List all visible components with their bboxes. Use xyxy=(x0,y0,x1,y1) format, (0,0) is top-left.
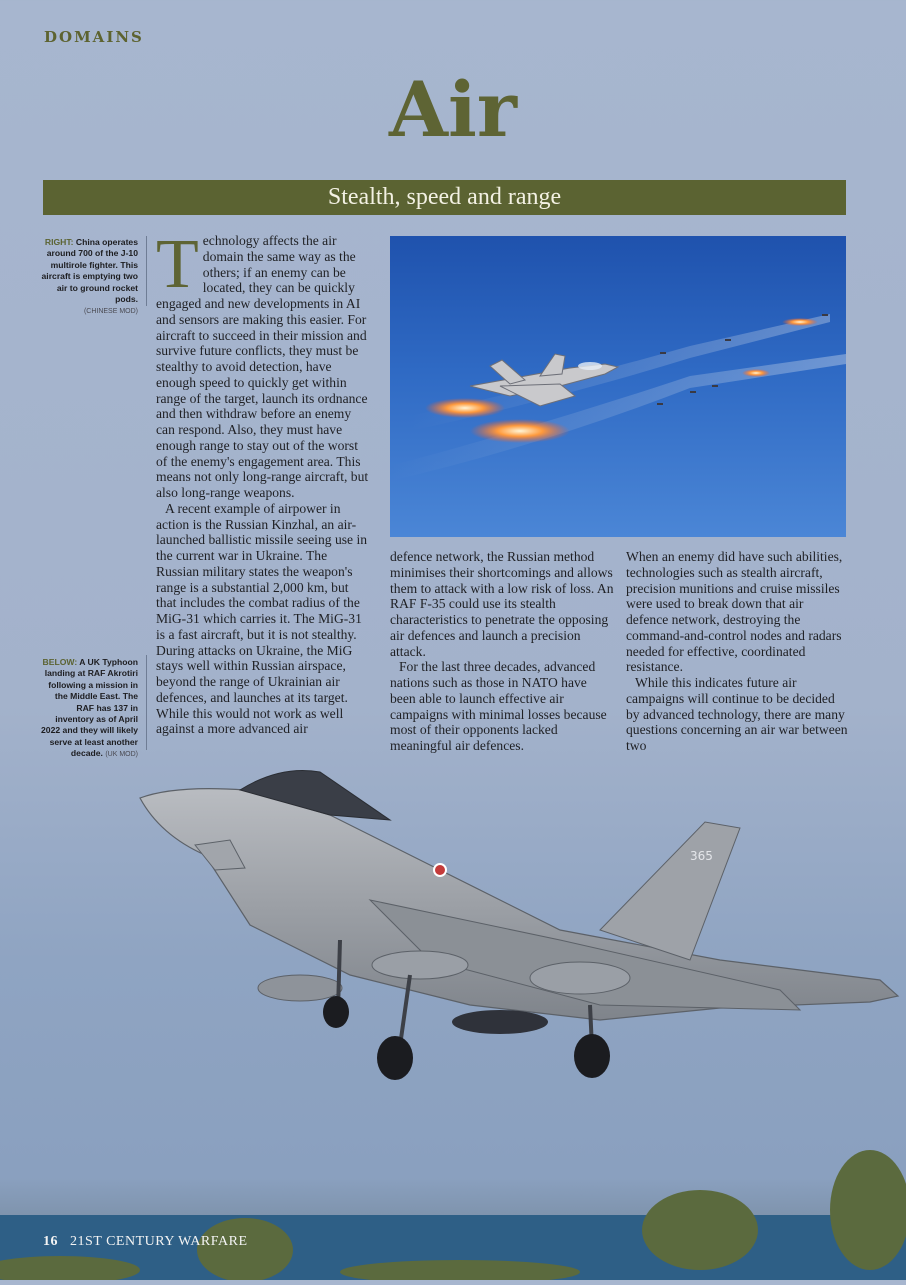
j10-fighter-photo xyxy=(390,236,846,537)
caption-below-rule xyxy=(146,655,147,750)
caption-right-lead: RIGHT: xyxy=(44,237,74,247)
caption-below-credit: (UK MOD) xyxy=(105,751,138,759)
caption-below xyxy=(40,657,138,761)
caption-right xyxy=(40,237,138,318)
caption-below-text: A UK Typhoon landing at RAF Akrotiri following a mission in the Middle East. The RAF has 137 in inventory as of April 2022 and they will likely serve at least another decade. xyxy=(41,657,138,759)
article-paragraph: While this indicates future air campaigns will continue to be decided by advanced technology, there are many questions concerning an air war between two xyxy=(626,675,848,753)
article-paragraph: defence network, the Russian method minimises their shortcomings and allows them to attack with a low risk of loss. An RAF F-35 could use its stealth characteristics to penetrate the opposing air defences and launch a precision attack. xyxy=(390,549,614,659)
article-paragraph: For the last three decades, advanced nations such as those in NATO have been able to launch effective air campaigns with minimal losses because most of their opponents lacked meaningful air defences. xyxy=(390,659,607,753)
page-number: 16 xyxy=(43,1234,58,1249)
drop-cap: T xyxy=(156,226,199,303)
caption-right-credit: (CHINESE MOD) xyxy=(83,308,138,316)
article-paragraph: echnology affects the air domain the same way as the others; if an enemy can be located, they can be quickly engaged and new developments in AI and sensors are making this easier. For aircraft to succeed in their mission and survive future conflicts, they must be stealthy to avoid detection, have enough speed to quickly get within range of the target, launch its ordnance and then withdraw before an enemy can respond. Also, they must have enough range to stay out of the worst of the enemy's engagement area. This means not only long-range aircraft, but also long-range weapons. xyxy=(156,233,369,500)
caption-below-lead: BELOW: xyxy=(42,657,78,667)
page-footer xyxy=(43,1234,248,1250)
page-title: Air xyxy=(389,65,517,154)
article-paragraph: When an enemy did have such abilities, technologies such as stealth aircraft, precision munitions and cruise missiles were used to break down that air defence network, destroying the command-and-control nodes and radars needed for effective, coordinated resistance. xyxy=(626,549,843,675)
article-paragraph: A recent example of airpower in action is the Russian Kinzhal, an air-launched ballistic missile seeing use in the current war in Ukraine. The Russian military states the weapon's range is a substantial 2,000 km, but that includes the combat radius of the MiG-31 which carries it. The MiG-31 is a fast aircraft, but it is not stealthy. During attacks on Ukraine, the MiG stays well within Russian airspace, beyond the range of Ukrainian air defences, and launches at its target. While this would not work as well against a more advanced air xyxy=(156,500,368,737)
caption-right-text: China operates around 700 of the J-10 multirole fighter. This aircraft is emptying two air to ground rocket pods. xyxy=(41,237,138,305)
typhoon-landing-photo xyxy=(0,760,906,1280)
publication-name: 21ST CENTURY WARFARE xyxy=(70,1234,248,1249)
article-column-3 xyxy=(626,549,848,754)
typhoon-illustration xyxy=(0,760,906,1280)
j10-fighter-illustration xyxy=(390,236,846,537)
section-label: DOMAINS xyxy=(44,28,144,46)
caption-right-rule xyxy=(146,236,147,306)
aircraft-number: 365 xyxy=(690,849,713,863)
article-column-1 xyxy=(156,226,372,737)
subtitle-banner: Stealth, speed and range xyxy=(43,180,846,215)
article-column-2 xyxy=(390,549,614,754)
